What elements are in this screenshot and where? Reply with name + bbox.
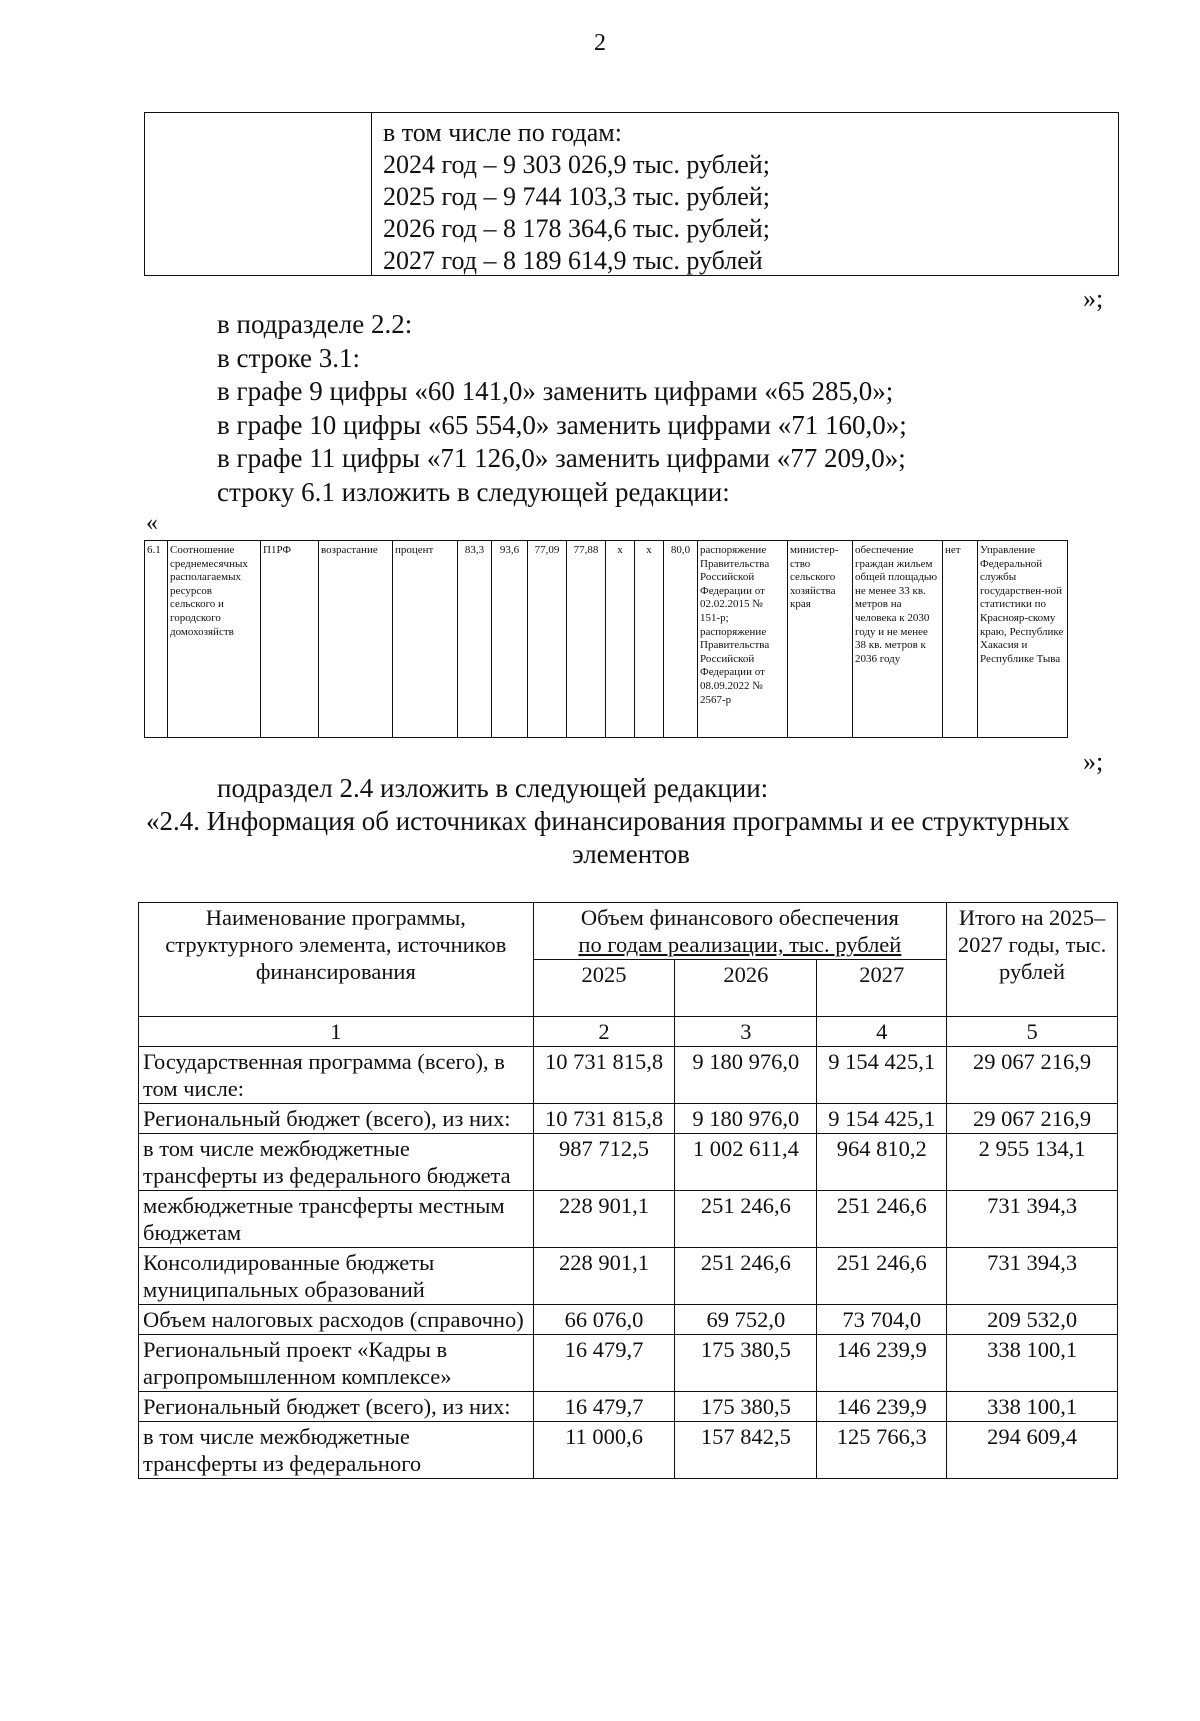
- amendment-lines: [217, 308, 907, 509]
- cell-value: 80,0: [664, 541, 698, 738]
- value-total: 209 532,0: [947, 1305, 1118, 1335]
- value-2027: 146 239,9: [817, 1335, 947, 1392]
- header-year: 2026: [675, 960, 817, 1017]
- value-2027: 964 810,2: [817, 1134, 947, 1191]
- value-total: 294 609,4: [947, 1422, 1118, 1479]
- value-2025: 10 731 815,8: [533, 1104, 675, 1134]
- cell-indicator-name: Соотношение среднемесячных располагаемых ресурсов сельского и городского домохозяйств: [168, 541, 261, 738]
- funding-by-year-table: [144, 112, 1119, 276]
- cell-document: распоряжение Правительства Российской Федерации от 02.02.2015 № 151-р; распоряжение Правительства Российской Федерации от 08.09.2022 № 2567-р: [698, 541, 788, 738]
- column-number: 3: [675, 1017, 817, 1047]
- column-number-row: [139, 1017, 1118, 1047]
- closing-quote: »;: [1083, 284, 1104, 313]
- section-intro: подраздел 2.4 изложить в следующей редакции:: [217, 773, 769, 803]
- cell-value: х: [606, 541, 635, 738]
- funding-line: 2025 год – 9 744 103,3 тыс. рублей;: [383, 182, 770, 211]
- cell-data-source: Управление Федеральной службы государствен-ной статистики по Краснояр-скому краю, Республике Хакасия и Республике Тыва: [978, 541, 1068, 738]
- table-row: [139, 1104, 1118, 1134]
- value-total: 2 955 134,1: [947, 1134, 1118, 1191]
- header-year: 2025: [533, 960, 675, 1017]
- value-2025: 66 076,0: [533, 1305, 675, 1335]
- row-name: Региональный бюджет (всего), из них:: [139, 1392, 534, 1422]
- row-name: Консолидированные бюджеты муниципальных образований: [139, 1248, 534, 1305]
- cell-level: П1РФ: [261, 541, 319, 738]
- section-title: «2.4. Информация об источниках финансирования программы и ее структурных: [146, 806, 1070, 836]
- opening-quote: «: [146, 510, 158, 536]
- value-2025: 228 901,1: [533, 1248, 675, 1305]
- table-row: [145, 541, 1068, 738]
- financing-table: [138, 902, 1118, 1479]
- funding-line: в том числе по годам:: [383, 118, 622, 147]
- amendment-line: в строке 3.1:: [217, 342, 361, 373]
- value-2025: 987 712,5: [533, 1134, 675, 1191]
- table-row: [139, 1305, 1118, 1335]
- column-number: 2: [533, 1017, 675, 1047]
- header-name: Наименование программы, структурного элемента, источников финансирования: [139, 903, 534, 1017]
- cell-trend: возрастание: [319, 541, 393, 738]
- amendment-line: в подразделе 2.2:: [217, 309, 413, 339]
- cell-unit: процент: [393, 541, 458, 738]
- cell-value: х: [635, 541, 664, 738]
- funding-line: 2024 год – 9 303 026,9 тыс. рублей;: [383, 150, 770, 179]
- cell-value: 77,09: [528, 541, 567, 738]
- value-2027: 125 766,3: [817, 1422, 947, 1479]
- cell-value: 93,6: [492, 541, 528, 738]
- header-volume-line: Объем финансового обеспечения: [580, 905, 899, 930]
- row-6-1-table: [144, 540, 1068, 738]
- table-row: [139, 1191, 1118, 1248]
- header-volume: [533, 903, 947, 960]
- table-row: [139, 1392, 1118, 1422]
- row-name: межбюджетные трансферты местным бюджетам: [139, 1191, 534, 1248]
- cell-value: 83,3: [458, 541, 492, 738]
- row-name: в том числе межбюджетные трансферты из федерального: [139, 1422, 534, 1479]
- value-total: 338 100,1: [947, 1335, 1118, 1392]
- table-row: [139, 1422, 1118, 1479]
- value-total: 731 394,3: [947, 1248, 1118, 1305]
- value-2027: 9 154 425,1: [817, 1047, 947, 1104]
- value-total: 731 394,3: [947, 1191, 1118, 1248]
- page-number: 2: [594, 30, 606, 56]
- row-name: Региональный бюджет (всего), из них:: [139, 1104, 534, 1134]
- closing-quote: »;: [1083, 747, 1104, 776]
- header-total: Итого на 2025–2027 годы, тыс. рублей: [947, 903, 1118, 1017]
- value-2026: 251 246,6: [675, 1191, 817, 1248]
- cell-value: 77,88: [567, 541, 606, 738]
- value-2025: 16 479,7: [533, 1392, 675, 1422]
- column-number: 4: [817, 1017, 947, 1047]
- row-name: в том числе межбюджетные трансферты из федерального бюджета: [139, 1134, 534, 1191]
- value-2027: 251 246,6: [817, 1248, 947, 1305]
- amendment-line: в графе 9 цифры «60 141,0» заменить цифрами «65 285,0»;: [217, 376, 894, 406]
- value-2026: 175 380,5: [675, 1335, 817, 1392]
- column-number: 1: [139, 1017, 534, 1047]
- value-total: 29 067 216,9: [947, 1047, 1118, 1104]
- empty-label-cell: [145, 113, 372, 275]
- cell-flag: нет: [943, 541, 978, 738]
- table-row: [139, 1047, 1118, 1104]
- value-2026: 9 180 976,0: [675, 1047, 817, 1104]
- cell-number: 6.1: [145, 541, 168, 738]
- amendment-line: в графе 11 цифры «71 126,0» заменить цифрами «77 209,0»;: [217, 443, 906, 473]
- funding-line: 2026 год – 8 178 364,6 тыс. рублей;: [383, 214, 770, 243]
- value-2026: 1 002 611,4: [675, 1134, 817, 1191]
- column-number: 5: [947, 1017, 1118, 1047]
- value-2026: 175 380,5: [675, 1392, 817, 1422]
- cell-goal-link: обеспечение граждан жильем общей площадью не менее 33 кв. метров на человека к 2030 году и не менее 38 кв. метров к 2036 году: [853, 541, 943, 738]
- row-name: Государственная программа (всего), в том числе:: [139, 1047, 534, 1104]
- value-2027: 146 239,9: [817, 1392, 947, 1422]
- row-name: Региональный проект «Кадры в агропромышленном комплексе»: [139, 1335, 534, 1392]
- value-2026: 69 752,0: [675, 1305, 817, 1335]
- value-2027: 73 704,0: [817, 1305, 947, 1335]
- funding-by-year-lines: [383, 117, 770, 277]
- table-row: [139, 1248, 1118, 1305]
- cell-responsible: министер-ство сельского хозяйства края: [788, 541, 853, 738]
- section-title-cont: элементов: [572, 839, 690, 869]
- funding-line: 2027 год – 8 189 614,9 тыс. рублей: [383, 246, 763, 275]
- value-2026: 9 180 976,0: [675, 1104, 817, 1134]
- row-name: Объем налоговых расходов (справочно): [139, 1305, 534, 1335]
- value-total: 29 067 216,9: [947, 1104, 1118, 1134]
- table-header-row: [139, 903, 1118, 960]
- amendment-line: в графе 10 цифры «65 554,0» заменить цифрами «71 160,0»;: [217, 409, 907, 440]
- amendment-line: строку 6.1 изложить в следующей редакции:: [217, 476, 730, 507]
- table-row: [139, 1335, 1118, 1392]
- header-volume-line: по годам реализации, тыс. рублей: [578, 932, 902, 957]
- header-year: 2027: [817, 960, 947, 1017]
- value-total: 338 100,1: [947, 1392, 1118, 1422]
- value-2025: 11 000,6: [533, 1422, 675, 1479]
- value-2025: 16 479,7: [533, 1335, 675, 1392]
- value-2027: 9 154 425,1: [817, 1104, 947, 1134]
- value-2026: 157 842,5: [675, 1422, 817, 1479]
- value-2026: 251 246,6: [675, 1248, 817, 1305]
- value-2025: 10 731 815,8: [533, 1047, 675, 1104]
- value-2027: 251 246,6: [817, 1191, 947, 1248]
- table-row: [139, 1134, 1118, 1191]
- value-2025: 228 901,1: [533, 1191, 675, 1248]
